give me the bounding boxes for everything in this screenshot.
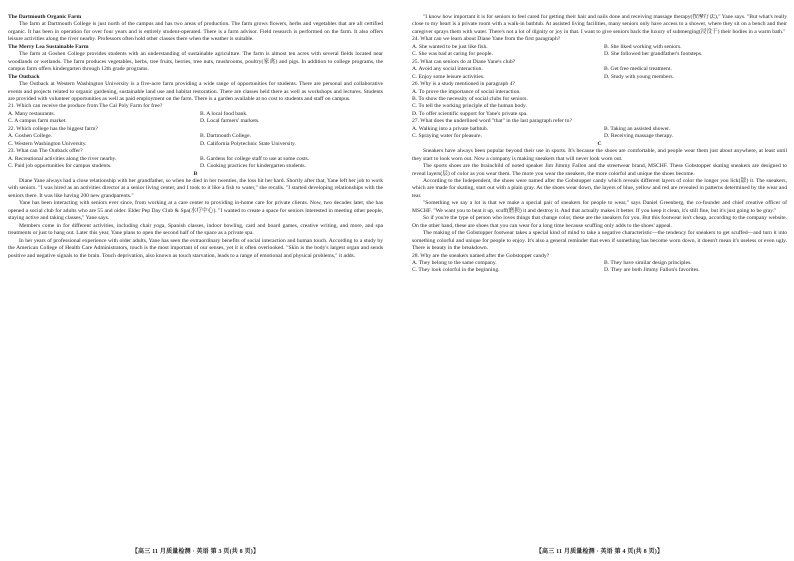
paragraph: The farm at Goshen College provides students with an understanding of sustainable agriculture. The farm is almost ten acres with several fields located near woodlands or wetlands. The farm produces vegetables, herbs, tree fruits, berries, tree nuts, mushrooms, poultry(家禽) and pigs. In addition to college programs, the campus farm offers kindergarten through 12th grade programs. bbox=[8, 51, 383, 73]
option: B. Taking an assisted shower. bbox=[604, 125, 671, 132]
option: A. To prove the importance of social interaction. bbox=[412, 88, 521, 95]
option: D. Local farmers' markets. bbox=[200, 118, 260, 125]
option: D. Cooking practices for kindergarten students. bbox=[200, 163, 306, 170]
paragraph: Diane Yane always had a close relationship with her grandfather, so when he died in her twenties, the loss hit her hard. Shortly after that, Yane left her job to work with seniors. "I was hired as an activities director at a senior living center, and I took to it like a fish to water," she recalls. "I started developing relationships with the seniors there. It was like having 200 new grandparents." bbox=[8, 177, 383, 199]
right-page bbox=[412, 14, 787, 546]
option: D. Receiving massage therapy. bbox=[604, 133, 674, 140]
question-24: 24. What can we learn about Diane Yane from the first paragraph? bbox=[412, 36, 561, 43]
option: B. To show the necessity of social clubs for seniors. bbox=[412, 95, 528, 102]
option: B. A local food bank. bbox=[200, 110, 248, 117]
question-23-options bbox=[8, 156, 383, 171]
paragraph: "I know how important it is for seniors to feel cared for getting their hair and nails done and receiving massage therapy(按摩疗法)," Yane says. "But what's really close to my heart is a private room with a walk-in bathtub. At assisted living facilities, many seniors only have access to a shower, where they sit on a bench and their caregiver sprays them with water. There's not a lot of dignity or joy in that. I want to give seniors back the luxury of submerging(浸没于) their bodies in a warm bath." bbox=[412, 14, 787, 35]
option: B. Dartmouth College. bbox=[200, 133, 251, 140]
question-25-options bbox=[412, 66, 787, 81]
option: A. They belong to the same company. bbox=[412, 259, 497, 266]
option: C. She was bad at caring for people. bbox=[412, 51, 493, 58]
question-21: 21. Which can receive the produce from The Cal Poly Farm for free? bbox=[8, 103, 163, 110]
paragraph: Members come in for different activities, including chair yoga, Spanish classes, indoor bowling, card and board games, creative writing, and more, and spa treatments or just to hang out. Later this year, Yane plans to open the second half of the space as a private spa. bbox=[8, 222, 383, 237]
option: C. Enjoy some leisure activities. bbox=[412, 73, 485, 80]
paragraph: The sports shoes are the brainchild of noted speaker Jim Jimmy Fallon and the streetwear brand, MSCHF. These Gobstopper skating sneakers are designed to reveal layers(层) of color as you wear them. The more you wear the sneakers, the more colorful and unique the shoes become. bbox=[412, 163, 787, 177]
option: D. To offer scientific support for Yane's private spa. bbox=[412, 110, 528, 117]
heading-merry-lea: The Merry Lea Sustainable Farm bbox=[8, 43, 89, 50]
question-23: 23. What can The Outback offer? bbox=[8, 148, 83, 155]
question-27-options bbox=[412, 126, 787, 141]
option: C. To tell the working principle of the human body. bbox=[412, 103, 527, 110]
option: D. California Polytechnic State University. bbox=[200, 140, 296, 147]
option: B. Get free medical treatment. bbox=[604, 66, 672, 73]
option: A. Walking into a private bathtub. bbox=[412, 125, 489, 132]
option: D. Study with young members. bbox=[604, 73, 674, 80]
option: C. They look colorful in the beginning. bbox=[412, 267, 500, 274]
option: C. Western Washington University. bbox=[8, 140, 87, 147]
page-footer-left: 【高三 11 月质量检测 · 英语 第 3 页(共 8 页)】 bbox=[131, 549, 260, 555]
question-28-options bbox=[412, 260, 787, 275]
option: D. They are both Jimmy Fallon's favorites. bbox=[604, 267, 700, 274]
option: A. Goshen College. bbox=[8, 133, 53, 140]
option: A. Many restaurants. bbox=[8, 110, 55, 117]
option: C. Spraying water for pleasure. bbox=[412, 133, 482, 140]
question-27: 27. What does the underlined word "that" in the last paragraph refer to? bbox=[412, 118, 572, 125]
heading-dartmouth: The Dartmouth Organic Farm bbox=[8, 14, 82, 20]
option: A. Avoid any social interaction. bbox=[412, 66, 483, 73]
option: B. She liked working with seniors. bbox=[604, 43, 682, 50]
paragraph: The farm at Dartmouth College is just north of the campus and has two areas of production. The farm grows flowers, herbs and vegetables that are all certified organic. It has been in operation for over four years and is entirely student-operated. There is a farm advisor. Field research is performed on the farm. It also offers leisure activities along the river nearby. Professors often hold other classes there when the weather is suitable. bbox=[8, 21, 383, 43]
paragraph: So if you're the type of person who loves things that change color, these are the sneakers for you. But this footwear isn't cheap, according to the company website. On the other hand, these are shoes that you can wear for a long time because scuffing only adds to the shoes' appeal. bbox=[412, 215, 787, 229]
option: B. Gardens for college staff to use at some costs. bbox=[200, 155, 310, 162]
paragraph: "Something we say a lot is that we make a special pair of sneakers for people to wear," says Daniel Greenberg, the co-founder and chief creative officer of MSCHF. "We want you to beat it up, scuff(磨损) it and destroy it. And that actually makes it better. If you keep it clean, it's still fine, but it's just going to be gray." bbox=[412, 200, 787, 214]
paragraph: Sneakers have always been popular beyond their use in sports. It's because the shoes are comfortable, and people wear them just about anywhere, at least until they start to look worn out. Now a company is making sneakers that will never look worn out. bbox=[412, 148, 787, 162]
left-page bbox=[8, 14, 383, 546]
option: A. Recreational activities along the river nearby. bbox=[8, 155, 117, 162]
question-28: 28. Why are the sneakers named after the Gobstopper candy? bbox=[412, 252, 550, 259]
section-c-label: C bbox=[597, 140, 602, 147]
paragraph: In her years of professional experience with older adults, Yane has seen the extraordinary benefits of social interaction and human touch. According to a study by the American College of Health Care Administrators, touch is the most important of our senses, yet it is often overlooked. "Skin is the body's largest organ and sends positive and negative signals to the brain. Touch deprivation, also known as touch starvation, leads to a range of emotional and physical problems," it adds. bbox=[8, 237, 383, 259]
question-22: 22. Which college has the biggest farm? bbox=[8, 125, 98, 132]
paragraph: The Outback at Western Washington University is a five-acre farm providing a wide range of opportunities for students. There are personal and collaborative events and projects related to organic gardening, sustainable land use and habitat restoration. There are classes held there as well as workshops and lectures. Students are provided with volunteer opportunities as well as paid employment on the farm. There is a garden available at no cost to students and staff on campus. bbox=[8, 81, 383, 102]
option: C. A campus farm market. bbox=[8, 118, 67, 125]
paragraph: The making of the Gobstopper footwear takes a special kind of mind to take a negative characteristic—the tendency for sneakers to get scuffed—and turn it into something colorful and unique for people to enjoy. It's also a general reminder that even if something has become worn down, it doesn't mean it's useless or even ugly. There is beauty in the breakdown. bbox=[412, 230, 787, 252]
question-25: 25. What can seniors do at Diane Yane's club? bbox=[412, 58, 516, 65]
option: A. She wanted to be just like fish. bbox=[412, 43, 488, 50]
page-footer-right: 【高三 11 月质量检测 · 英语 第 4 页(共 8 页)】 bbox=[535, 549, 664, 555]
question-24-options bbox=[412, 44, 787, 59]
option: B. They have similar design principles. bbox=[604, 259, 692, 266]
option: D. She followed her grandfather's footsteps. bbox=[604, 51, 703, 58]
paragraph: Yane has been interacting with seniors ever since, from working at a care center to providing in-home care for private clients. Now, two decades later, she has opened a social club for adults who are 55 and older. Elder Pep Day Club & Spa(水疗中心). "I wanted to create a space for seniors interested in meeting other people, staying active and taking classes," Yane says. bbox=[8, 200, 383, 222]
question-22-options bbox=[8, 133, 383, 148]
question-26: 26. Why is a study mentioned in paragraph 4? bbox=[412, 81, 515, 88]
option: C. Paid job opportunities for campus students. bbox=[8, 163, 112, 170]
heading-outback: The Outback bbox=[8, 73, 40, 80]
paragraph: According to the Independent, the shoes were named after the Gobstopper candy which reveals different layers of color the longer you lick(舔) it. The sneakers, which are made for skating, start out with a plain gray. As the shoes wear down, the layers of blue, yellow and red are revealed in patterns determined by the wear and tear. bbox=[412, 177, 787, 199]
section-b-label: B bbox=[193, 170, 198, 177]
question-21-options bbox=[8, 111, 383, 126]
